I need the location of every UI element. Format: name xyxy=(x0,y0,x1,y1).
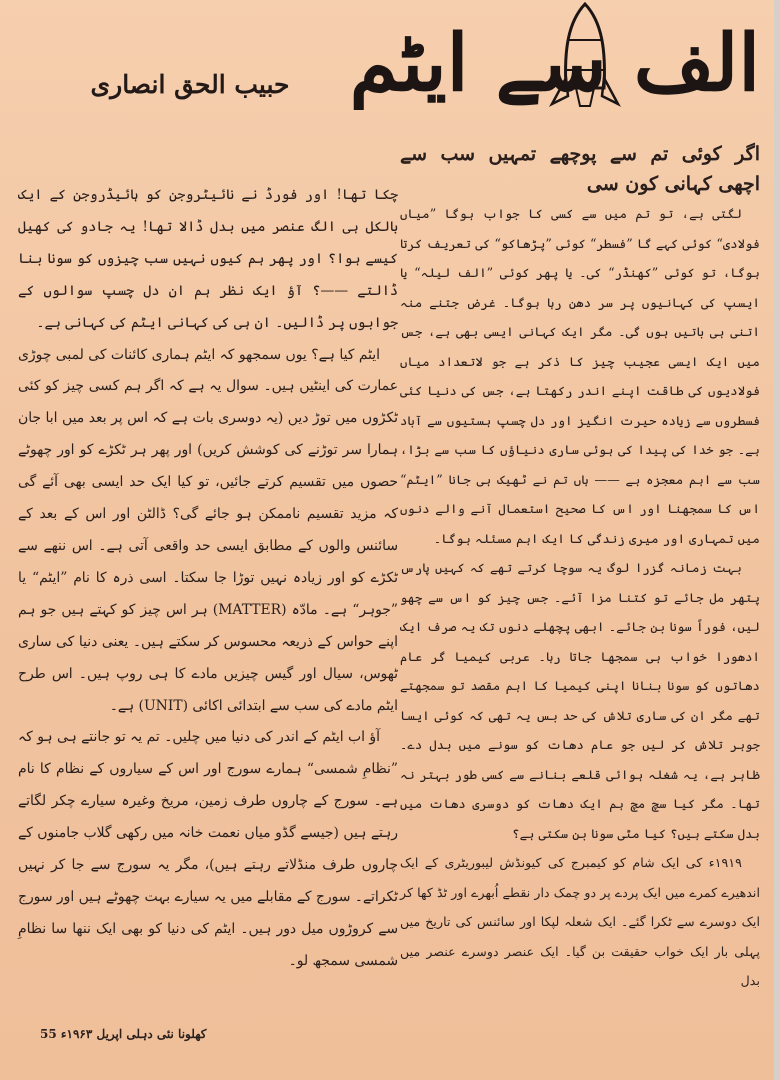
text-column-left xyxy=(18,180,398,1000)
page-edge xyxy=(774,0,780,1080)
paragraph: ۱۹۱۹ء کی ایک شام کو کیمبرج کی کیونڈش لیبوریٹری کے ایک اندھیرے کمرے میں ایک پردے پر دو چمک دار نقطے اُبھرے اور ٹڈ کھا کر ایک دوسرے سے ٹکرا گئے۔ ایک شعلہ لپکا اور سائنس کی تاریخ میں پہلی بار ایک خواب حقیقت بن گیا۔ ایک عنصر دوسرے عنصر میں بدل xyxy=(400,855,760,988)
article-title: الف سے ایٹم xyxy=(349,18,760,109)
paragraph: ایٹم کیا ہے؟ یوں سمجھو کہ ایٹم ہماری کائنات کی لمبی چوڑی عمارت کی اینٹیں ہیں۔ سوال یہ ہے کہ اگر ہم کسی چیز کو کئی ٹکڑوں میں توڑ دیں (یہ دوسری بات ہے کہ اس پر بعد میں ابا جان ہمارا سر توڑنے کی کوشش کریں) اور پھر ہر ٹکڑے کو اور چھوٹے حصوں میں تقسیم کرتے جائیں، تو کیا ایک حد ایسی بھی آئے گی کہ مزید تقسیم ناممکن ہو جائے گی؟ ڈالٹن اور اس کے بعد کے سائنس والوں کے مطابق ایسی حد واقعی آتی ہے۔ اس ننھے سے ٹکڑے کو اور زیادہ نہیں توڑا جا سکتا۔ اسی ذرہ کا نام ”ایٹم“ یا ”جوہر“ ہے۔ مادّہ (MATTER) ہر اس چیز کو کہتے ہیں جو ہم اپنے حواس کے ذریعہ محسوس کر سکتے ہیں۔ یعنی دنیا کی ساری ٹھوس، سیال اور گیس چیزیں مادے کا ہی روپ ہیں۔ اس طرح ایٹم مادے کی سب سے ابتدائی اکائی (UNIT) ہے۔ xyxy=(18,346,398,714)
lead-line: اگر کوئی تم سے پوچھے تمہیں سب سے اچھی کہانی کون سی xyxy=(400,143,760,195)
text-column-right xyxy=(400,140,760,1000)
paragraph: لگتی ہے، تو تم میں سے کسی کا جواب ہوگا ”میاں فولادی“ کوئی کہے گا ”فسطر“ کوئی ”پڑھاکو“ کی تعریف کرتا ہوگا، تو کوئی ”کھنڈر“ کی۔ یا پھر کوئی ”الف لیلہ“ یا ایسپ کی کہانیوں پر سر دھن رہا ہوگا۔ غرض جتنے منہ اتنی ہی باتیں ہوں گی۔ مگر ایک کہانی ایسی بھی ہے، جس میں ایک ایسی عجیب چیز کا ذکر ہے جو لاتعداد میاں فولادیوں کی طاقت اپنے اندر رکھتا ہے، جس کی دنیا کئی فسطروں سے زیادہ حیرت انگیز اور دل چسپ ہستیوں سے آباد ہے۔ جو خدا کی پیدا کی ہوئی ساری دنیاؤں کا سب سے بڑا، سب سے اہم معجزہ ہے —— ہاں تم نے ٹھیک ہی جانا ”ایٹم“ اس کا سمجھنا اور اس کا صحیح استعمال آنے والے دنوں میں تمہاری اور میری زندگی کا ایک اہم مسئلہ ہوگا۔ xyxy=(400,206,760,546)
paragraph: بہت زمانہ گزرا لوگ یہ سوچا کرتے تھے کہ کہیں پارس پتھر مل جائے تو کتنا مزا آئے۔ جس چیز کو اس سے چھو لیں، فوراً سونا بن جائے۔ ابھی پچھلے دنوں تک یہ صرف ایک ادھورا خواب ہی سمجھا جاتا رہا۔ عربی کیمیا گر عام دھاتوں کو سونا بنانا اپنی کیمیا کا اہم مقصد تو سمجھتے تھے مگر ان کی ساری تلاش کی حد بس یہ تھی کہ کوئی ایسا جوہر تلاش کر لیں جو عام دھات کو سونے میں بدل دے۔ ظاہر ہے، یہ شغلہ ہوائی قلعے بنانے سے کسی طور بہتر نہ تھا۔ مگر کیا سچ مچ ہم ایک دھات کو دوسری دھات میں بدل سکتے ہیں؟ کیا مٹی سونا بن سکتی ہے؟ xyxy=(400,560,760,841)
paragraph: آؤ اب ایٹم کے اندر کی دنیا میں چلیں۔ تم یہ تو جانتے ہی ہو کہ ”نظامِ شمسی“ ہمارے سورج اور اس کے سیاروں کے نظام کا نام ہے۔ سورج کے چاروں طرف زمین، مریخ وغیرہ سیارے چکر لگاتے رہتے ہیں (جیسے گڈو میاں نعمت خانہ میں رکھی گلاب جامنوں کے چاروں طرف منڈلاتے رہتے ہیں)، مگر یہ سورج سے جا کر نہیں ٹکراتے۔ سورج کے مقابلے میں یہ سیارے بہت چھوٹے ہیں اور سورج سے کروڑوں میل دور ہیں۔ ایٹم کی دنیا کو بھی ایک ننھا سا نظامِ شمسی سمجھ لو۔ xyxy=(18,729,398,969)
paragraph: چکا تھا! اور فورڈ نے نائیٹروجن کو ہائیڈروجن کے ایک بالکل ہی الگ عنصر میں بدل ڈالا تھا! یہ جادو کی کھیل کیسے ہوا؟ اور پھر ہم کیوں نہیں سب چیزوں کو سونا بنا ڈالتے ——؟ آؤ ایک نظر ہم ان دل چسپ سوالوں کے جوابوں پر ڈالیں۔ ان ہی کی کہانی ایٹم کی کہانی ہے۔ xyxy=(18,187,398,331)
author-name: حبیب الحق انصاری xyxy=(90,70,290,99)
page-footer: کھلونا نئی دہلی اپریل ۱۹۶۳ء 55 xyxy=(40,1027,207,1041)
